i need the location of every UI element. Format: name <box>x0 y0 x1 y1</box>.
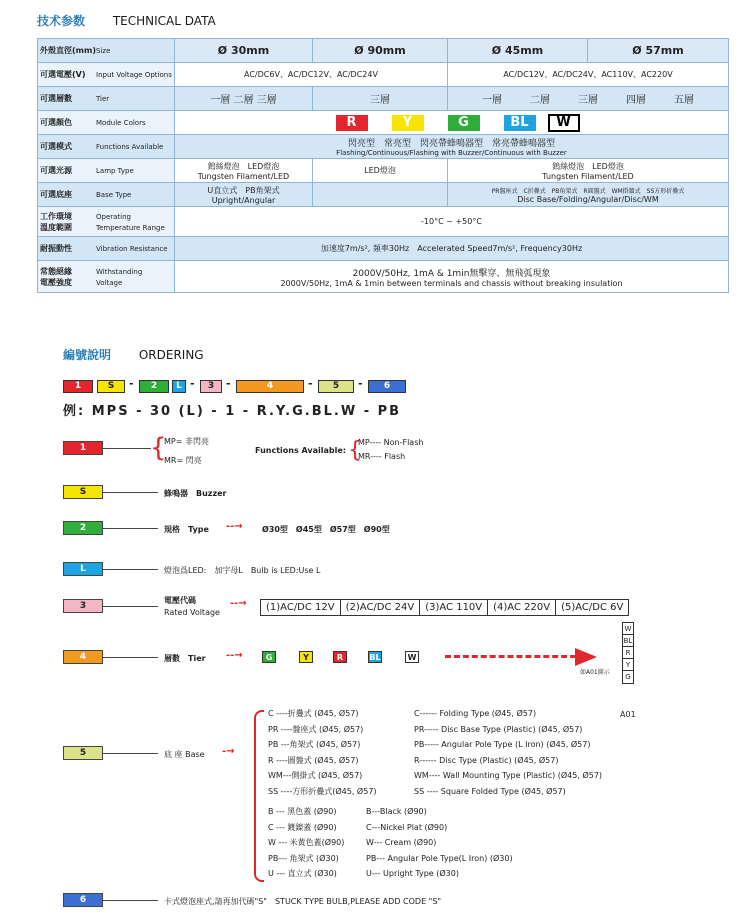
voltage-label: 可選電壓(V) Input Voltage Options <box>38 63 175 87</box>
base-col-cn: C ----折疊式 (Ø45, Ø57) PR ----盤座式 (Ø45, Ø57) PB ---角架式 (Ø45, Ø57) R ----圓盤式 (Ø45, Ø57) WM---側掛式 (Ø45, Ø57) SS ----方形折疊式(Ø45, Ø57) <box>268 709 377 796</box>
functions-row <box>38 135 729 159</box>
size-57: Ø 57mm <box>588 39 729 63</box>
env-label: 工作環境 Operating 溫度範圍 Temperature Range <box>38 207 175 237</box>
tier-90: 三層 <box>313 87 448 111</box>
code-box-3: 3 <box>200 380 222 393</box>
colors-label: 可選顏色 Module Colors <box>38 111 175 135</box>
row7-line <box>103 753 158 754</box>
row3-type: 規格 Type <box>164 525 209 534</box>
row1-brace-2: { <box>348 438 362 463</box>
tier-stack: W BL R Y G <box>622 622 634 684</box>
env-value: -10°C ~ +50°C <box>175 207 729 237</box>
color-white-swatch: W <box>548 114 580 132</box>
row8-stuck: 卡式燈泡座式,請再加代碼"S" STUCK TYPE BULB,PLEASE ADD CODE "S" <box>164 897 442 906</box>
size-90: Ø 90mm <box>313 39 448 63</box>
row5-cn: 電壓代碼 <box>164 596 196 605</box>
tech-title-cn: 技术参数 <box>37 14 86 28</box>
withstand-label: 常態絕緣 Withstanding 電壓強度 Voltage <box>38 261 175 293</box>
lamp-row <box>38 159 729 183</box>
row1-functions: Functions Available: <box>255 446 346 455</box>
vibration-label: 耐振動性 Vibration Resistance <box>38 237 175 261</box>
row6-box: 4 <box>63 650 103 664</box>
row6-arrow-icon: --→ <box>226 650 243 661</box>
row7-base: 底 座 Base <box>164 750 205 759</box>
row6-line <box>103 657 158 658</box>
size-label: 外殼直徑(mm)Size <box>38 39 175 63</box>
voltage-option-5: (5)AC/DC 6V <box>561 602 624 613</box>
lamp-45-57: 鎢絲燈泡 LED燈泡 Tungsten Filament/LED <box>448 159 729 183</box>
tech-title <box>37 12 216 29</box>
size-30: Ø 30mm <box>175 39 313 63</box>
row3-arrow-icon: --→ <box>226 521 243 532</box>
row3-sizes: Ø30型 Ø45型 Ø57型 Ø90型 <box>262 525 390 534</box>
tier-stack-label: A01 <box>620 710 636 719</box>
row1-nonflash: MP---- Non-Flash <box>358 438 424 447</box>
tier-45-57: 一層 二層 三層 四層 五層 <box>448 87 729 111</box>
base-col-cn-2: B --- 黑色蓋 (Ø90) C --- 鍍鎳蓋 (Ø90) W --- 米黃色蓋(Ø90) PB--- 角架式 (Ø30) U --- 直立式 (Ø30) <box>268 807 345 878</box>
voltage-options <box>260 599 629 616</box>
row4-box: L <box>63 562 103 576</box>
row1-mp: MP= 非閃亮 <box>164 437 209 446</box>
ordering-title-cn: 編號說明 <box>63 348 112 362</box>
lamp-90: LED燈泡 <box>313 159 448 183</box>
base-30: U直立式 PB角架式 Upright/Angular <box>175 183 313 207</box>
row4-line <box>103 569 158 570</box>
row7-arrow-icon: -→ <box>222 746 235 757</box>
env-row <box>38 207 729 237</box>
row3-line <box>103 528 158 529</box>
code-box-4: 4 <box>236 380 304 393</box>
row8-box: 6 <box>63 893 103 907</box>
voltage-option-2: (2)AC/DC 24V <box>341 600 421 615</box>
row1-line <box>103 448 151 449</box>
size-row <box>38 39 729 63</box>
colors-values <box>175 111 729 135</box>
row7-box: 5 <box>63 746 103 760</box>
functions-label: 可選模式 Functions Available <box>38 135 175 159</box>
code-box-5: 5 <box>318 380 354 393</box>
lamp-30: 鎢絲燈泡 LED燈泡 Tungsten Filament/LED <box>175 159 313 183</box>
tier-arrow-head-icon <box>575 648 597 666</box>
base-label: 可選底座 Base Type <box>38 183 175 207</box>
base-col-en-2: B---Black (Ø90) C---Nickel Plat (Ø90) W--- Cream (Ø90) PB--- Angular Pole Type(L Iron) (Ø30) U--- Upright Type (Ø30) <box>366 807 513 878</box>
tier-y: Y <box>299 651 313 663</box>
base-col-en: C------ Folding Type (Ø45, Ø57) PR----- Disc Base Type (Plastic) (Ø45, Ø57) PB----- Angular Pole Type (L Iron) (Ø45, Ø57) R------ Disc Type (Plastic) (Ø45, Ø57) WM---- Wall Mounting Type (Plastic) (Ø45, Ø57) SS ---- Square Folded Type (Ø45, Ø57) <box>414 709 603 796</box>
voltage-row <box>38 63 729 87</box>
row5-line <box>103 606 158 607</box>
row6-tier: 層數 Tier <box>164 654 206 663</box>
row5-box: 3 <box>63 599 103 613</box>
voltage-left: AC/DC6V、AC/DC12V、AC/DC24V <box>175 63 448 87</box>
code-box-6: 6 <box>368 380 406 393</box>
row1-mr: MR= 閃亮 <box>164 456 202 465</box>
tier-note: 如A01圖示 <box>580 669 610 676</box>
code-box-s: S <box>97 380 125 393</box>
row5-arrow-icon: --→ <box>230 598 247 609</box>
base-brace <box>254 710 264 882</box>
color-green-swatch: G <box>448 115 480 131</box>
voltage-option-3: (3)AC 110V <box>420 600 488 615</box>
row2-buzzer: 蜂鳴器 Buzzer <box>164 489 227 498</box>
lamp-label: 可選光源 Lamp Type <box>38 159 175 183</box>
row2-line <box>103 492 158 493</box>
base-90 <box>313 183 448 207</box>
withstand-row <box>38 261 729 293</box>
tier-r: R <box>333 651 347 663</box>
vibration-value: 加速度7m/s², 頻率30Hz Accelerated Speed7m/s², Frequency30Hz <box>175 237 729 261</box>
row8-line <box>103 900 158 901</box>
base-45-57: PR盤座式 C折疊式 PB角架式 R圓盤式 WM掛牆式 SS方形折疊式 Disc Base/Folding/Angular/Disc/WM <box>448 183 729 207</box>
tier-bl: BL <box>369 653 381 662</box>
code-box-2: 2 <box>139 380 169 393</box>
row3-box: 2 <box>63 521 103 535</box>
color-red-swatch: R <box>336 115 368 131</box>
functions-value: 閃亮型 常亮型 閃亮帶蜂鳴器型 常亮帶蜂鳴器型 Flashing/Continuous/Flashing with Buzzer/Continuous with Buzzer <box>175 135 729 159</box>
row4-led: 燈泡爲LED: 加字母L Bulb is LED:Use L <box>164 566 321 575</box>
vibration-row <box>38 237 729 261</box>
technical-data-table <box>37 38 729 293</box>
ordering-title-en: ORDERING <box>138 348 204 362</box>
tier-label: 可選層數 Tier <box>38 87 175 111</box>
voltage-option-1: (1)AC/DC 12V <box>261 600 341 615</box>
code-box-1: 1 <box>63 380 93 393</box>
tier-row <box>38 87 729 111</box>
row1-box: 1 <box>63 441 103 455</box>
tier-w: W <box>405 651 419 663</box>
color-blue-swatch: BL <box>504 115 536 131</box>
color-yellow-swatch: Y <box>392 115 424 131</box>
row5-en: Rated Voltage <box>164 608 220 617</box>
code-box-l: L <box>172 380 186 393</box>
voltage-option-4: (4)AC 220V <box>488 600 556 615</box>
withstand-value: 2000V/50Hz, 1mA & 1min無擊穿、無飛弧現象 2000V/50Hz, 1mA & 1min between terminals and chassis without breaking insulation <box>175 261 729 293</box>
colors-row <box>38 111 729 135</box>
voltage-right: AC/DC12V、AC/DC24V、AC110V、AC220V <box>448 63 729 87</box>
base-row <box>38 183 729 207</box>
ordering-example: 例: MPS - 30 (L) - 1 - R.Y.G.BL.W - PB <box>63 404 402 419</box>
ordering-title <box>63 346 204 363</box>
tier-30: 一層 二層 三層 <box>175 87 313 111</box>
row2-box: S <box>63 485 103 499</box>
tier-g: G <box>262 651 276 663</box>
row1-brace: { <box>150 433 167 463</box>
tech-title-en: TECHNICAL DATA <box>112 14 216 28</box>
size-45: Ø 45mm <box>448 39 588 63</box>
row1-flash: MR---- Flash <box>358 452 406 461</box>
tier-dashed-arrow <box>445 655 585 659</box>
